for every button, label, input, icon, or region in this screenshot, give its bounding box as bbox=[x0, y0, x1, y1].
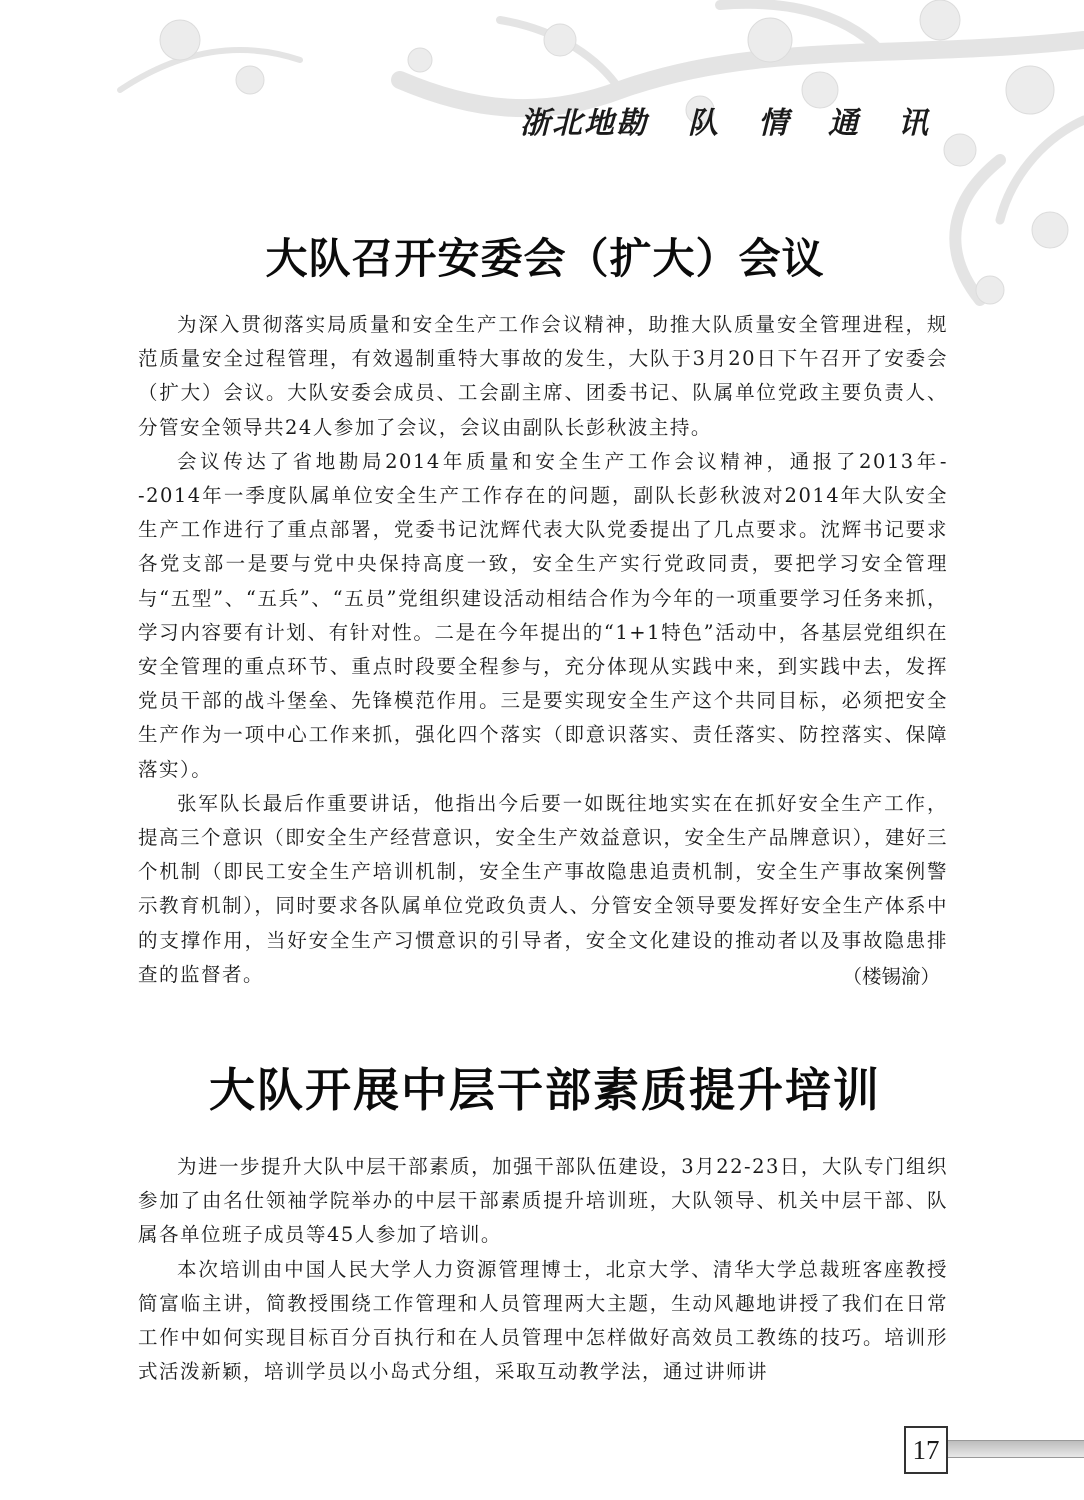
article2-paragraph: 本次培训由中国人民大学人力资源管理博士，北京大学、清华大学总裁班客座教授简富临主讲，简教授围绕工作管理和人员管理两大主题，生动风趣地讲授了我们在日常工作中如何实现目标百分百执行和在人员管理中怎样做好高效员工教练的技巧。培训形式活泼新颖，培训学员以小岛式分组，采取互动教学法，通过讲师讲 bbox=[138, 1257, 948, 1384]
article1-title: 大队召开安委会（扩大）会议 bbox=[265, 234, 825, 283]
article2-body bbox=[138, 1150, 948, 1389]
article2-title: 大队开展中层干部素质提升培训 bbox=[209, 1063, 881, 1117]
article1-author: （楼锡渝） bbox=[842, 965, 940, 988]
article1-paragraph: 会议传达了省地勘局2014年质量和安全生产工作会议精神，通报了2013年--2014年一季度队属单位安全生产工作存在的问题，副队长彭秋波对2014年大队安全生产工作进行了重点部署，党委书记沈辉代表大队党委提出了几点要求。沈辉书记要求各党支部一是要与党中央保持高度一致，安全生产实行党政同责，要把学习安全管理与“五型”、“五兵”、“五员”党组织建设活动相结合作为今年的一项重要学习任务来抓，学习内容要有计划、有针对性。二是在今年提出的“1+1特色”活动中，各基层党组织在安全管理的重点环节、重点时段要全程参与，充分体现从实践中来，到实践中去，发挥党员干部的战斗堡垒、先锋模范作用。三是要实现安全生产这个共同目标，必须把安全生产作为一项中心工作来抓，强化四个落实（即意识落实、责任落实、防控落实、保障落实）。 bbox=[138, 449, 948, 781]
header-char-4: 讯 bbox=[898, 106, 928, 141]
header-org-name: 浙北地勘 bbox=[520, 106, 648, 141]
header-char-3: 通 bbox=[828, 106, 858, 141]
article1-paragraph: 张军队长最后作重要讲话，他指出今后要一如既往地实实在在抓好安全生产工作，提高三个意识（即安全生产经营意识，安全生产效益意识，安全生产品牌意识），建好三个机制（即民工安全生产培训机制，安全生产事故隐患追责机制，安全生产事故案例警示教育机制），同时要求各队属单位党政负责人、分管安全领导要发挥好安全生产体系中的支撑作用，当好安全生产习惯意识的引导者，安全文化建设的推动者以及事故隐患排查的监督者。 bbox=[138, 791, 948, 986]
header-char-2: 情 bbox=[758, 106, 788, 141]
header-char-1: 队 bbox=[688, 106, 718, 141]
article1-paragraph: 为深入贯彻落实局质量和安全生产工作会议精神，助推大队质量安全管理进程，规范质量安全过程管理，有效遏制重特大事故的发生，大队于3月20日下午召开了安委会（扩大）会议。大队安委会成员、工会副主席、团委书记、队属单位党政主要负责人、分管安全领导共24人参加了会议，会议由副队长彭秋波主持。 bbox=[138, 313, 948, 439]
article1-body bbox=[138, 308, 948, 992]
journal-header bbox=[520, 96, 960, 146]
page-number: 17 bbox=[904, 1426, 948, 1474]
page-number-bar bbox=[944, 1440, 1084, 1458]
article2-paragraph: 为进一步提升大队中层干部素质，加强干部队伍建设，3月22-23日，大队专门组织参加了由名仕领袖学院举办的中层干部素质提升培训班，大队领导、机关中层干部、队属各单位班子成员等45人参加了培训。 bbox=[138, 1155, 948, 1247]
